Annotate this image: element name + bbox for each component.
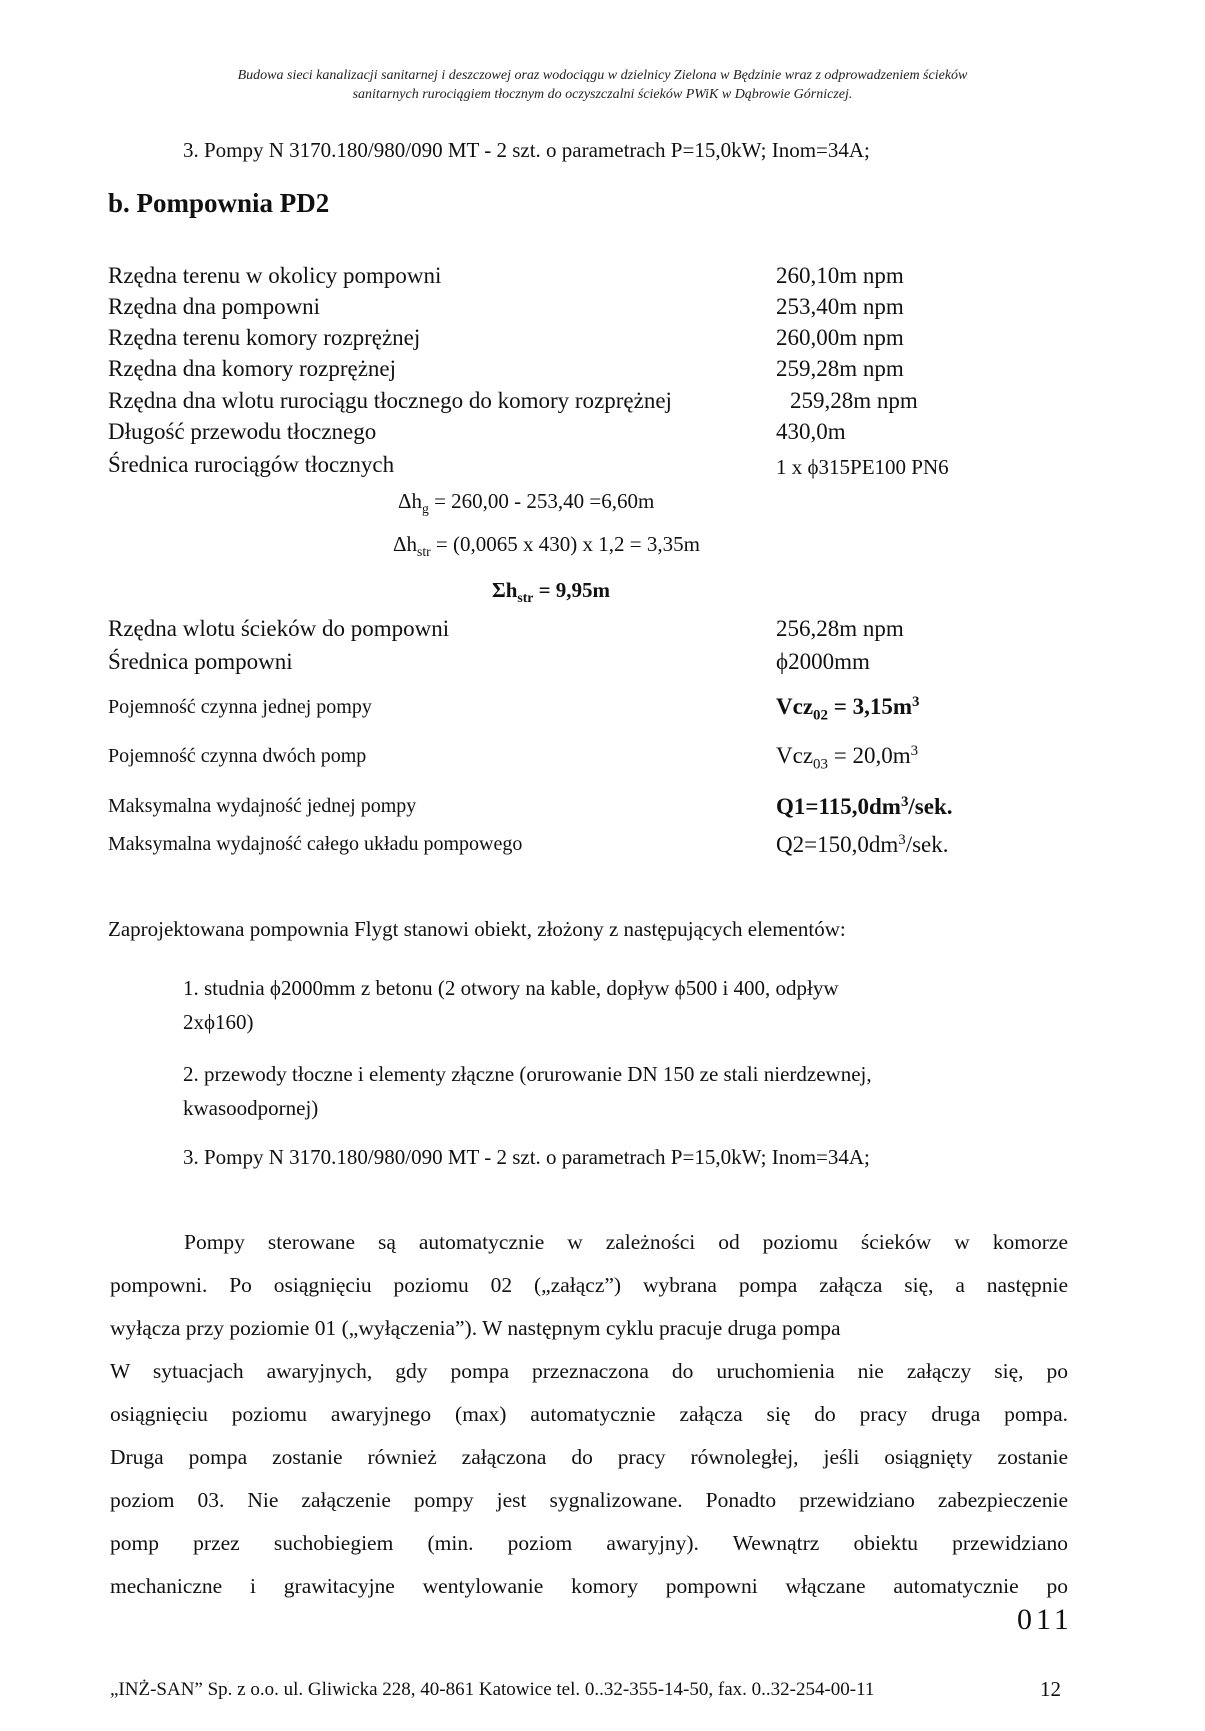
- formula-sub: str: [517, 589, 534, 605]
- paragraph-line: poziom 03. Nie załączenie pompy jest sygnalizowane. Ponadto przewidziano zabezpieczenie: [110, 1488, 1068, 1512]
- capacity-value: [776, 737, 918, 778]
- capacity-value: [776, 826, 949, 859]
- formula-sum-hstr: [492, 576, 610, 612]
- param-label: Rzędna terenu komory rozprężnej: [108, 325, 421, 350]
- page-number: 12: [1040, 1677, 1061, 1701]
- capacity-label: Maksymalna wydajność całego układu pompowego: [108, 833, 523, 855]
- list-item-1-cont: 2xϕ160): [183, 1010, 254, 1034]
- list-item-3: 3. Pompy N 3170.180/980/090 MT - 2 szt. o parametrach P=15,0kW; Inom=34A;: [183, 1145, 870, 1169]
- paragraph-line: Druga pompa zostanie również załączona do pracy równoległej, jeśli osiągnięty zostanie: [110, 1445, 1068, 1469]
- param-value: 259,28m npm: [776, 356, 904, 381]
- capacity-value-text: = 20,0m: [827, 743, 911, 769]
- param-value: 256,28m npm: [776, 616, 904, 641]
- param-value: ϕ2000mm: [776, 649, 870, 674]
- stamp-number: 011: [1017, 1603, 1073, 1636]
- capacity-label: Maksymalna wydajność jednej pompy: [108, 795, 417, 817]
- capacity-value-text: Q1=115,0dm: [776, 794, 901, 820]
- capacity-value-sup: 3: [910, 743, 919, 759]
- top-list-item: 3. Pompy N 3170.180/980/090 MT - 2 szt. o parametrach P=15,0kW; Inom=34A;: [183, 138, 870, 162]
- formula-delta-hg: [398, 487, 654, 523]
- capacity-value-text: Vcz: [776, 694, 814, 720]
- param-label: Rzędna dna komory rozprężnej: [108, 356, 397, 381]
- param-value: 260,00m npm: [776, 325, 904, 350]
- paragraph-line: pomp przez suchobiegiem (min. poziom awaryjny). Wewnątrz obiektu przewidziano: [110, 1531, 1068, 1555]
- paragraph-2: [110, 1350, 1068, 1608]
- capacity-value: [776, 788, 953, 821]
- list-item-2: 2. przewody tłoczne i elementy złączne (orurowanie DN 150 ze stali nierdzewnej,: [183, 1062, 872, 1086]
- header-line-2: sanitarnych rurociągiem tłocznym do oczyszczalni ścieków PWiK w Dąbrowie Górniczej.: [352, 87, 853, 102]
- capacity-value-text: /sek.: [905, 832, 949, 858]
- capacity-value-text: /sek.: [908, 794, 953, 820]
- capacity-value-sub: 02: [813, 707, 828, 724]
- list-item-1: 1. studnia ϕ2000mm z betonu (2 otwory na kable, dopływ ϕ500 i 400, odpływ: [183, 976, 839, 1000]
- paragraph-line: osiągnięciu poziomu awaryjnego (max) automatycznie załącza się do pracy druga pompa.: [110, 1402, 1068, 1426]
- footer-company: „INŻ-SAN” Sp. z o.o. ul. Gliwicka 228, 40-861 Katowice tel. 0..32-355-14-50, fax. 0..32-254-00-11: [110, 1679, 875, 1700]
- capacity-value-text: = 3,15m: [827, 694, 912, 720]
- formula-lhs: Δh: [393, 532, 418, 556]
- param-value: 259,28m npm: [790, 388, 918, 413]
- list-item-2-cont: kwasoodpornej): [183, 1096, 319, 1120]
- formula-lhs: Δh: [398, 489, 423, 513]
- param-label: Rzędna terenu w okolicy pompowni: [108, 263, 442, 288]
- paragraph-1-cont: [110, 1264, 1068, 1350]
- formula-rhs: = (0,0065 x 430) x 1,2 = 3,35m: [430, 532, 700, 556]
- param-value: 253,40m npm: [776, 294, 904, 319]
- param-label: Średnica pompowni: [108, 649, 293, 674]
- param-value: 260,10m npm: [776, 263, 904, 288]
- formula-rhs: = 260,00 - 253,40 =6,60m: [428, 489, 655, 513]
- capacity-value-sup: 3: [911, 694, 920, 710]
- capacity-label: Pojemność czynna dwóch pomp: [108, 745, 367, 767]
- capacity-value: [776, 688, 919, 729]
- paragraph-1: [110, 1221, 1068, 1264]
- formula-sub: g: [422, 500, 429, 516]
- param-value: 430,0m: [776, 419, 846, 444]
- param-label: Rzędna wlotu ścieków do pompowni: [108, 616, 450, 641]
- formula-rhs: = 9,95m: [533, 578, 611, 602]
- document-header: [100, 66, 1105, 104]
- param-label: Rzędna dna pompowni: [108, 294, 321, 319]
- capacity-value-text: Vcz: [776, 743, 814, 769]
- intro-text: Zaprojektowana pompownia Flygt stanowi obiekt, złożony z następujących elementów:: [108, 917, 846, 941]
- param-label: Długość przewodu tłocznego: [108, 419, 377, 444]
- capacity-label: Pojemność czynna jednej pompy: [108, 696, 372, 718]
- capacity-value-sup: 3: [898, 832, 906, 848]
- paragraph-line: Pompy sterowane są automatycznie w zależności od poziomu ścieków w komorze: [184, 1230, 1068, 1254]
- paragraph-line: pompowni. Po osiągnięciu poziomu 02 („załącz”) wybrana pompa załącza się, a następnie: [110, 1273, 1068, 1297]
- formula-lhs: Σh: [492, 578, 518, 602]
- formula-delta-hstr: [393, 530, 700, 566]
- param-label: Rzędna dna wlotu rurociągu tłocznego do komory rozprężnej: [108, 388, 672, 413]
- capacity-value-text: Q2=150,0dm: [776, 832, 899, 858]
- formula-sub: str: [417, 543, 431, 559]
- section-title: b. Pompownia PD2: [108, 188, 330, 218]
- paragraph-line: W sytuacjach awaryjnych, gdy pompa przeznaczona do uruchomienia nie załączy się, po: [110, 1359, 1068, 1383]
- param-label: Średnica rurociągów tłocznych: [108, 452, 395, 477]
- paragraph-line: wyłącza przy poziomie 01 („wyłączenia”). W następnym cyklu pracuje druga pompa: [110, 1316, 841, 1340]
- paragraph-line: mechaniczne i grawitacyjne wentylowanie komory pompowni włączane automatycznie po: [110, 1574, 1068, 1598]
- param-value: 1 x ϕ315PE100 PN6: [776, 455, 949, 479]
- capacity-value-sup: 3: [900, 794, 909, 810]
- capacity-value-sub: 03: [813, 756, 828, 773]
- header-line-1: Budowa sieci kanalizacji sanitarnej i deszczowej oraz wodociągu w dzielnicy Zielona w Będzinie wraz z odprowadzeniem ścieków: [237, 68, 968, 83]
